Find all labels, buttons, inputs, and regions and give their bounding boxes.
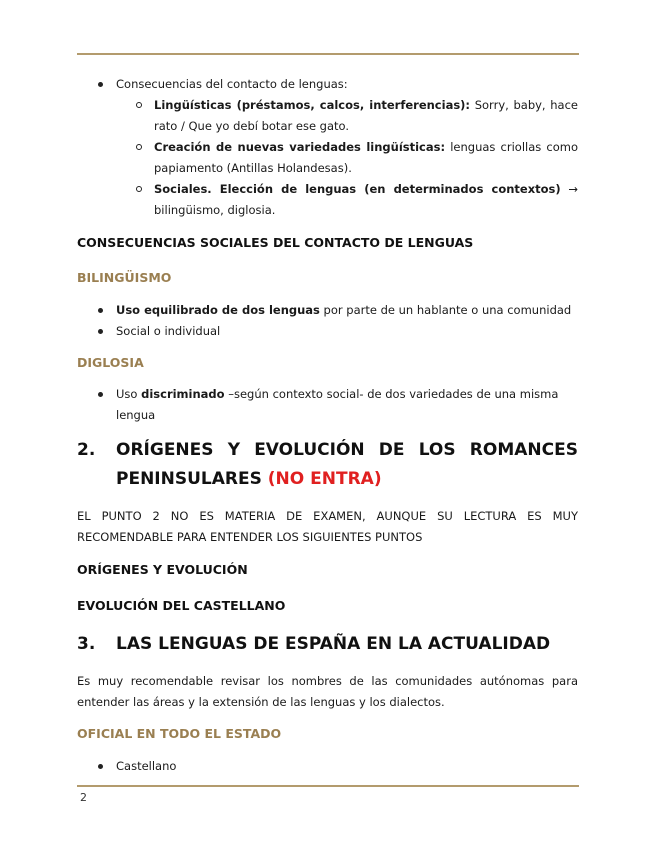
sublist-item	[116, 137, 578, 179]
intro-list	[77, 74, 578, 221]
section-3-paragraph: Es muy recomendable revisar los nombres de las comunidades autónomas para entender las áreas y la extensión de las lenguas y los dialectos.	[77, 674, 578, 709]
list-item	[77, 300, 578, 321]
page-content	[77, 74, 578, 777]
section-title-line2	[116, 465, 578, 494]
list-item	[77, 74, 578, 221]
oficial-heading: OFICIAL EN TODO EL ESTADO	[77, 726, 282, 741]
list-item: Castellano	[77, 756, 578, 777]
sublist-item-bold: Sociales. Elección de lenguas (en determinados contextos)	[154, 182, 561, 196]
sublist-item-text: lenguas criollas como papiamento (Antillas Holandesas).	[154, 140, 578, 175]
list-item-text: –según contexto social- de dos variedades de una misma lengua	[116, 387, 559, 422]
sublist-item-bold: Creación de nuevas variedades lingüísticas:	[154, 140, 446, 154]
section-title-line2-text: PENINSULARES	[116, 469, 268, 489]
list-item-text: Social o individual	[116, 324, 221, 338]
sublist-item-text: Sorry, baby, hace rato / Que yo debí botar ese gato.	[154, 98, 578, 133]
castellano-evolution-heading: EVOLUCIÓN DEL CASTELLANO	[77, 598, 286, 613]
section-title-line1: ORÍGENES Y EVOLUCIÓN DE LOS ROMANCES	[116, 440, 578, 460]
sublist	[116, 95, 578, 221]
diglosia-list	[77, 384, 578, 426]
list-item-bold: Uso equilibrado de dos lenguas	[116, 303, 320, 317]
section-number: 2.	[77, 440, 96, 460]
bilinguismo-heading: BILINGÜISMO	[77, 270, 172, 285]
list-item-text: por parte de un hablante o una comunidad	[319, 303, 572, 317]
origins-heading: ORÍGENES Y EVOLUCIÓN	[77, 562, 248, 577]
footer-rule	[77, 785, 579, 787]
section-2-heading	[77, 436, 578, 494]
bilinguismo-list	[77, 300, 578, 342]
sublist-item-bold: Lingüísticas (préstamos, calcos, interferencias):	[154, 98, 471, 112]
list-item-bold: discriminado	[141, 387, 225, 401]
list-item-text: Consecuencias del contacto de lenguas:	[116, 77, 348, 91]
page-number: 2	[80, 791, 87, 804]
sublist-item-text: → bilingüismo, diglosia.	[154, 182, 578, 217]
section-title	[116, 436, 578, 494]
sublist-item	[116, 95, 578, 137]
sublist-item	[116, 179, 578, 221]
list-item	[77, 384, 578, 426]
exam-notice: EL PUNTO 2 NO ES MATERIA DE EXAMEN, AUNQUE SU LECTURA ES MUY RECOMENDABLE PARA ENTENDER LOS SIGUIENTES PUNTOS	[77, 509, 578, 544]
oficial-list	[77, 756, 578, 777]
header-rule	[77, 53, 579, 55]
section-3-heading	[77, 630, 578, 659]
list-item	[77, 321, 578, 342]
section-title: LAS LENGUAS DE ESPAÑA EN LA ACTUALIDAD	[116, 634, 551, 654]
diglosia-heading: DIGLOSIA	[77, 355, 144, 370]
no-entra-note: (NO ENTRA)	[267, 469, 382, 489]
section-number: 3.	[77, 634, 96, 654]
list-item-pre: Uso	[116, 387, 142, 401]
social-heading: CONSECUENCIAS SOCIALES DEL CONTACTO DE LENGUAS	[77, 235, 474, 250]
